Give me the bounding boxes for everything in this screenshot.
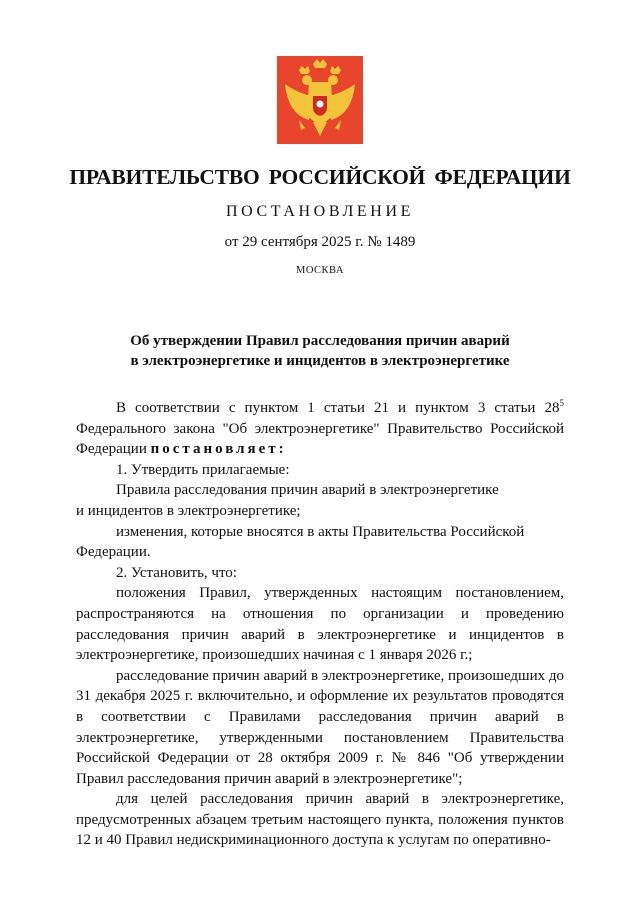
clause-1a-continuation: и инцидентов в электроэнергетике; (76, 502, 301, 519)
preamble-start: В соответствии с пунктом 1 статьи 21 и пунктом 3 статьи 28 (116, 400, 560, 416)
heading-line-2: в электроэнергетике и инцидентов в электроэнергетике (130, 353, 510, 369)
document-type: ПОСТАНОВЛЕНИЕ (226, 203, 414, 220)
coat-of-arms-icon (277, 56, 363, 144)
double-headed-eagle-icon (277, 56, 363, 144)
clause-1b-continuation: Федерации. (76, 544, 151, 561)
clause-1b: изменения, которые вносятся в акты Правительства Российской (116, 523, 525, 540)
document-heading (0, 331, 640, 371)
clause-2c: для целей расследования причин аварий в электроэнергетике, предусмотренных абзацем третьим настоящего пункта, положения пунктов 12 и 40 Правил недискриминационного доступа к услугам по оперативно- (76, 791, 564, 849)
clause-2: 2. Установить, что: (116, 564, 237, 581)
preamble-paragraph (76, 393, 564, 460)
heading-line-1: Об утверждении Правил расследования причин аварий (130, 333, 510, 349)
clause-2b: расследование причин аварий в электроэнергетике, произошедших до 31 декабря 2025 г. включительно, и оформление их результатов проводятся в соответствии с Правилами расследования причин аварий в электроэнергетике, утвержденными постановлением Правительства Российской Федерации от 28 октября 2009 г. № 846 "Об утверждении Правил расследования причин аварий в электроэнергетике"; (76, 667, 565, 787)
preamble-middle: Федерального закона "Об электроэнергетике" Правительство Российской Федерации (76, 420, 564, 458)
clause-1: 1. Утвердить прилагаемые: (116, 461, 290, 478)
preamble-superscript: 5 (559, 398, 564, 408)
government-title: ПРАВИТЕЛЬСТВО РОССИЙСКОЙ ФЕДЕРАЦИИ (69, 165, 571, 189)
clause-1a: Правила расследования причин аварий в электроэнергетике (116, 482, 499, 499)
clause-2a: положения Правил, утвержденных настоящим постановлением, распространяются на отношения по организации и проведению расследования причин аварий в электроэнергетике и инцидентов в электроэнергетике, произошедших начиная с 1 января 2026 г.; (76, 585, 564, 664)
document-city: МОСКВА (296, 265, 344, 276)
document-body (76, 393, 564, 851)
document-date-number: от 29 сентября 2025 г. № 1489 (224, 234, 416, 250)
decree-word: постановляет: (150, 441, 287, 458)
